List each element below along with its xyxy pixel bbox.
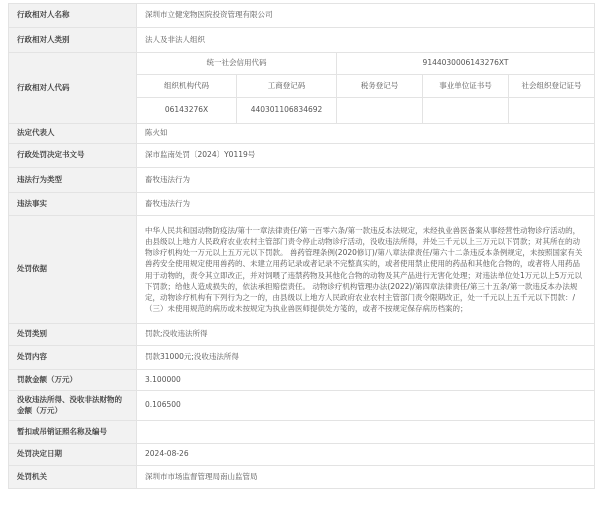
row-legal-rep (9, 124, 595, 144)
row-penalty-type (9, 324, 595, 346)
uscc-label: 统一社会信用代码 (137, 53, 337, 75)
social-org-cert-value (509, 98, 595, 124)
penalty-record-table (8, 3, 595, 489)
violation-type-label: 违法行为类型 (9, 168, 137, 193)
org-code-header: 组织机构代码 (137, 75, 237, 98)
org-code-value: 06143276X (137, 98, 237, 124)
fine-value: 3.100000 (137, 370, 595, 391)
tax-reg-header: 税务登记号 (337, 75, 423, 98)
authority-label: 处罚机关 (9, 466, 137, 489)
tax-reg-value (337, 98, 423, 124)
authority-value: 深圳市市场监督管理局南山监管局 (137, 466, 595, 489)
date-label: 处罚决定日期 (9, 444, 137, 466)
row-code-uscc (9, 53, 595, 75)
row-violation-fact (9, 193, 595, 216)
penalty-content-label: 处罚内容 (9, 346, 137, 370)
row-authority (9, 466, 595, 489)
row-violation-type (9, 168, 595, 193)
row-name (9, 4, 595, 28)
uscc-value: 91440300061432​76XT (337, 53, 595, 75)
fine-label: 罚款金额（万元） (9, 370, 137, 391)
confiscated-label: 没收违法所得、没收非法财物的金额（万元） (9, 391, 137, 421)
date-value: 2024-08-26 (137, 444, 595, 466)
violation-fact-label: 违法事实 (9, 193, 137, 216)
row-penalty-content (9, 346, 595, 370)
name-label: 行政相对人名称 (9, 4, 137, 28)
confiscated-value: 0.106500 (137, 391, 595, 421)
penalty-type-value: 罚款;没收违法所得 (137, 324, 595, 346)
penalty-type-label: 处罚类别 (9, 324, 137, 346)
legal-rep-value: 陈火如 (137, 124, 595, 144)
institution-cert-header: 事业单位证书号 (423, 75, 509, 98)
row-doc-no (9, 144, 595, 168)
basis-label: 处罚依据 (9, 216, 137, 324)
violation-type-value: 畜牧违法行为 (137, 168, 595, 193)
violation-fact-value: 畜牧违法行为 (137, 193, 595, 216)
penalty-content-value: 罚款31000元;没收违法所得 (137, 346, 595, 370)
row-license (9, 421, 595, 444)
license-label: 暂扣或吊销证照名称及编号 (9, 421, 137, 444)
category-label: 行政相对人类别 (9, 28, 137, 53)
doc-no-label: 行政处罚决定书文号 (9, 144, 137, 168)
row-category (9, 28, 595, 53)
business-reg-header: 工商登记码 (237, 75, 337, 98)
name-value: 深圳市立健宠物医院投资管理有限公司 (137, 4, 595, 28)
row-basis (9, 216, 595, 324)
basis-value: 中华人民共和国动物防疫法/第十一章法律责任/第一百零六条/第一款违反本法规定，未经执业兽医备案从事经营性动物诊疗活动的，由县级以上地方人民政府农业农村主管部门责令停止动物诊疗活动，没收违法所得，并处三千元以上三万元以下罚款；对其所在的动物诊疗机构处一万元以上五万元以下罚款。 兽药管理条例(2020修订)/第八章法律责任/第六十二条违反本条例规定，未按照国家有关兽药安全使用规定使用兽药的、未建立用药记录或者记录不完整真实的，或者使用禁止使用的药品和其他化合物的，或者将人用药品用于动物的，责令其立即改正，并对饲喂了违禁药物及其他化合物的动物及其产品进行无害化处理；对违法单位处1万元以上5万元以下罚款；给他人造成损失的，依法承担赔偿责任。 动物诊疗机构管理办法(2022)/第四章法律责任/第三十五条/第一款违反本办法规定，动物诊疗机构有下列行为之一的，由县级以上地方人民政府农业农村主管部门责令限期改正，处一千元以上五千元以下罚款：/（三）未使用规范的病历或未按规定为执业兽医师提供处方笺的，或者不按规定保存病历档案的； (137, 216, 595, 324)
license-value (137, 421, 595, 444)
row-fine (9, 370, 595, 391)
social-org-cert-header: 社会组织登记证号 (509, 75, 595, 98)
code-label: 行政相对人代码 (9, 53, 137, 124)
category-value: 法人及非法人组织 (137, 28, 595, 53)
business-reg-value: 440301106834692 (237, 98, 337, 124)
institution-cert-value (423, 98, 509, 124)
row-date (9, 444, 595, 466)
row-confiscated (9, 391, 595, 421)
doc-no-value: 深市监南处罚〔2024〕Y0119号 (137, 144, 595, 168)
legal-rep-label: 法定代表人 (9, 124, 137, 144)
